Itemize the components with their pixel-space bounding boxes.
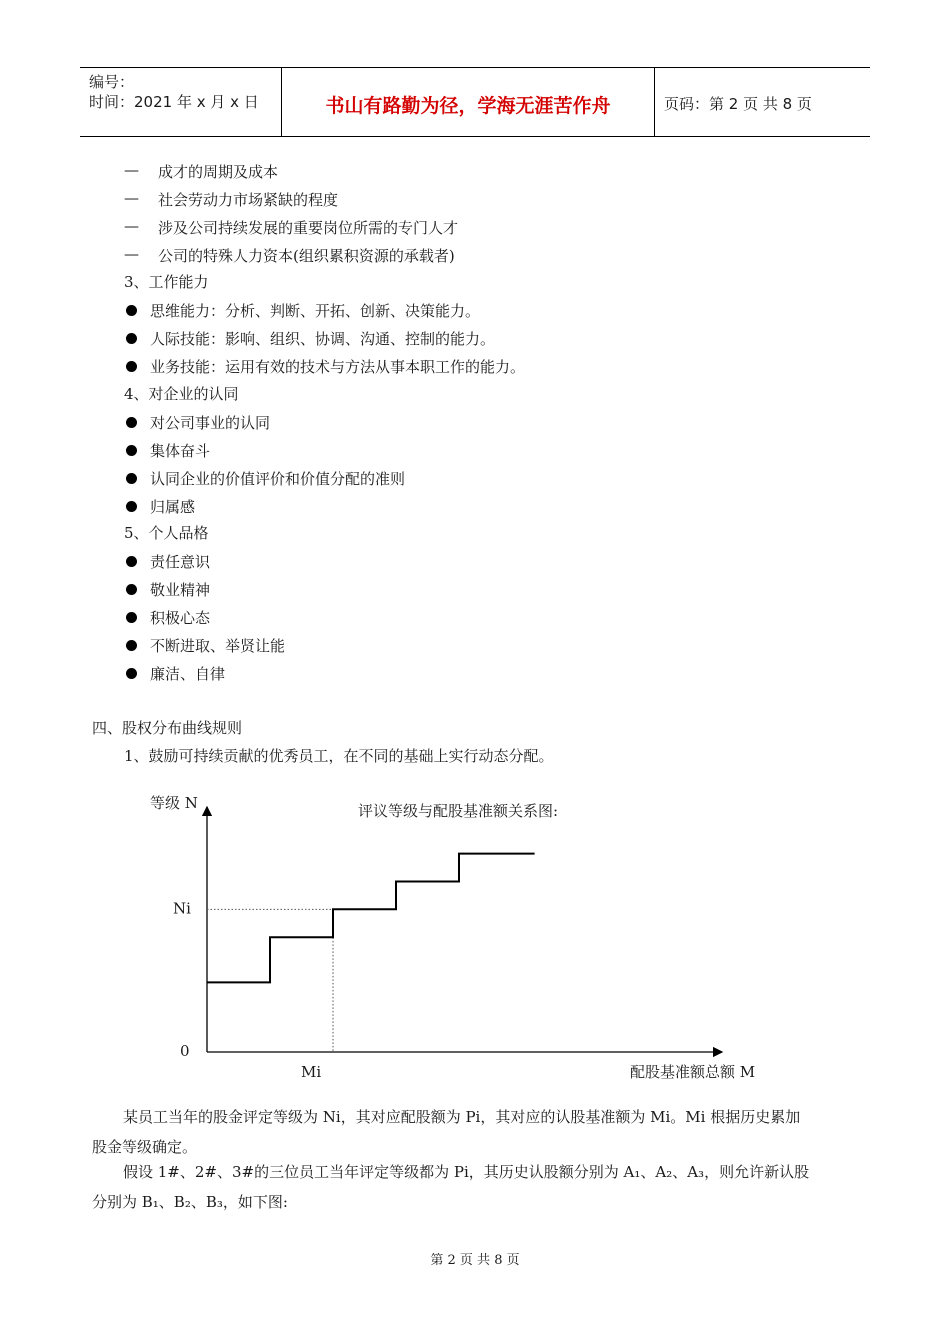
bullet-icon bbox=[126, 668, 137, 679]
bullet-icon bbox=[126, 305, 137, 316]
section-heading: 3、工作能力 bbox=[124, 273, 209, 291]
bullet-item: 责任意识 bbox=[150, 553, 211, 571]
x-axis-label: 配股基准额总额 M bbox=[630, 1063, 756, 1081]
header-motto-cell bbox=[282, 68, 655, 136]
footer-page-number: 第 2 页 共 8 页 bbox=[430, 1253, 520, 1268]
step-curve-series bbox=[207, 854, 535, 983]
bullet-icon bbox=[126, 333, 137, 344]
bullet-item: 廉洁、自律 bbox=[150, 665, 226, 683]
header-motto: 书山有路勤为径，学海无涯苦作舟 bbox=[325, 95, 611, 117]
dash-symbol: — bbox=[124, 217, 139, 235]
dash-item: 成才的周期及成本 bbox=[158, 163, 279, 181]
paragraph-2-line-1: 假设 1#、2#、3#的三位员工当年评定等级都为 Pi，其历史认股额分别为 A₁、A₂、A₃，则允许新认股 bbox=[123, 1163, 810, 1181]
x-marker-label-mi: Mi bbox=[301, 1063, 322, 1081]
bullet-item: 积极心态 bbox=[150, 609, 211, 627]
step-chart bbox=[0, 780, 950, 1090]
bullet-item: 敬业精神 bbox=[150, 581, 211, 599]
bullet-item: 归属感 bbox=[150, 498, 196, 516]
header-page-cell bbox=[655, 68, 870, 136]
bullet-item: 思维能力：分析、判断、开拓、创新、决策能力。 bbox=[150, 302, 481, 320]
bullet-icon bbox=[126, 584, 137, 595]
bullet-icon bbox=[126, 473, 137, 484]
dash-symbol: — bbox=[124, 245, 139, 263]
dash-item: 社会劳动力市场紧缺的程度 bbox=[158, 191, 339, 209]
header-page-info: 页码：第 2 页 共 8 页 bbox=[664, 95, 812, 113]
bullet-icon bbox=[126, 501, 137, 512]
paragraph-1-line-1: 某员工当年的股金评定等级为 Ni，其对应配股额为 Pi，其对应的认股基准额为 Mi。Mi 根据历史累加 bbox=[123, 1108, 801, 1126]
paragraph-2-line-2: 分别为 B₁、B₂、B₃，如下图: bbox=[92, 1193, 288, 1211]
paragraph-2 bbox=[92, 1157, 862, 1217]
document-time-label: 时间：2021 年 x 月 x 日 bbox=[89, 93, 259, 111]
bullet-icon bbox=[126, 612, 137, 623]
header-meta-cell bbox=[80, 68, 282, 136]
paragraph-1-line-2: 股金等级确定。 bbox=[92, 1138, 198, 1156]
section-heading: 4、对企业的认同 bbox=[124, 385, 239, 403]
chart-title: 评议等级与配股基准额关系图: bbox=[358, 802, 559, 820]
bullet-icon bbox=[126, 445, 137, 456]
y-marker-label-ni: Ni bbox=[173, 899, 191, 918]
bullet-item: 人际技能：影响、组织、协调、沟通、控制的能力。 bbox=[150, 330, 496, 348]
paragraph-1 bbox=[92, 1102, 862, 1162]
document-number-label: 编号： bbox=[89, 73, 135, 91]
dash-item: 公司的特殊人力资本(组织累积资源的承载者) bbox=[158, 247, 455, 265]
dash-item: 涉及公司持续发展的重要岗位所需的专门人才 bbox=[158, 219, 459, 237]
dash-symbol: — bbox=[124, 161, 139, 179]
bullet-icon bbox=[126, 640, 137, 651]
y-axis-label: 等级 N bbox=[150, 794, 198, 812]
origin-label: 0 bbox=[180, 1042, 190, 1060]
bullet-item: 集体奋斗 bbox=[150, 442, 211, 460]
bullet-item: 认同企业的价值评价和价值分配的准则 bbox=[150, 470, 406, 488]
page-footer bbox=[0, 1249, 950, 1268]
rule-text: 1、鼓励可持续贡献的优秀员工，在不同的基础上实行动态分配。 bbox=[124, 747, 554, 765]
bullet-item: 对公司事业的认同 bbox=[150, 414, 271, 432]
chapter-heading: 四、股权分布曲线规则 bbox=[92, 719, 243, 737]
bullet-icon bbox=[126, 417, 137, 428]
bullet-item: 不断进取、举贤让能 bbox=[150, 637, 286, 655]
page-header bbox=[80, 67, 870, 137]
section-heading: 5、个人品格 bbox=[124, 524, 209, 542]
dash-symbol: — bbox=[124, 189, 139, 207]
bullet-icon bbox=[126, 556, 137, 567]
bullet-item: 业务技能：运用有效的技术与方法从事本职工作的能力。 bbox=[150, 358, 526, 376]
bullet-icon bbox=[126, 361, 137, 372]
